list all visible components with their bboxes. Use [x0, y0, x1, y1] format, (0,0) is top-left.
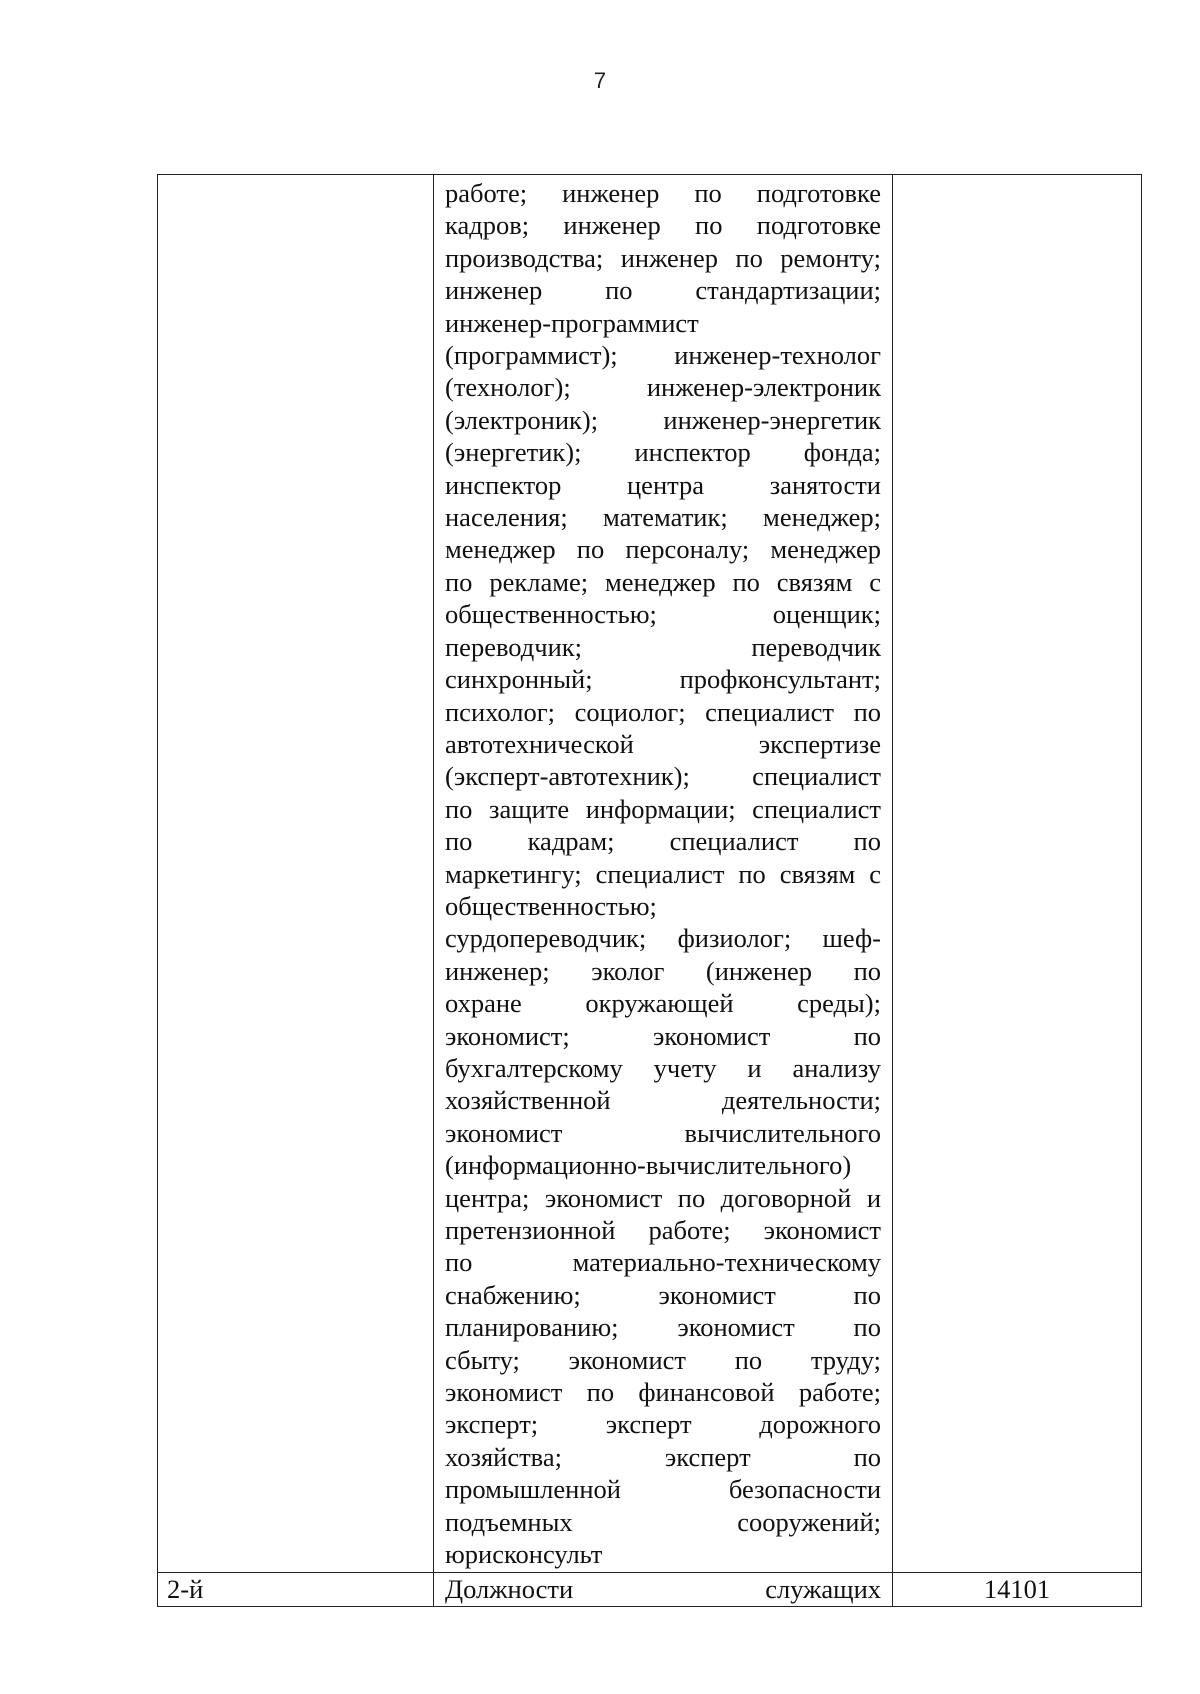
positions-line: сурдопереводчик; физиолог; шеф-: [445, 923, 881, 954]
level-text: 2-й: [167, 1574, 204, 1605]
positions-line: (информационно-вычислительного): [445, 1150, 852, 1181]
positions-line: автотехнической экспертизе: [445, 728, 881, 759]
positions-line: маркетингу; специалист по связям с: [445, 858, 881, 889]
positions-line: инженер-программист: [445, 307, 699, 338]
positions-line: по защите информации; специалист: [445, 793, 881, 824]
level-cell: [158, 1573, 434, 1606]
positions-list-text: [434, 175, 892, 1572]
table-row: [158, 1573, 1142, 1606]
positions-line: планированию; экономист по: [445, 1312, 881, 1343]
positions-line: претензионной работе; экономист: [445, 1215, 881, 1245]
positions-line: (технолог); инженер-электроник: [445, 372, 881, 403]
positions-line: экономист по финансовой работе;: [445, 1377, 881, 1408]
positions-line: снабжению; экономист по: [445, 1279, 881, 1310]
positions-line: промышленной безопасности: [445, 1474, 881, 1505]
code-cell: [893, 1573, 1142, 1606]
positions-line: кадров; инженер по подготовке: [445, 210, 881, 241]
positions-line: хозяйственной деятельности;: [445, 1085, 881, 1116]
level-cell: [158, 175, 434, 1573]
positions-line: (эксперт-автотехник); специалист: [445, 761, 881, 792]
positions-line: юрисконсульт: [445, 1539, 603, 1570]
positions-list-cell: [434, 175, 893, 1573]
positions-line: экономист; экономист по: [445, 1020, 881, 1051]
positions-line: синхронный; профконсультант;: [445, 664, 881, 695]
positions-line: эксперт; эксперт дорожного: [445, 1409, 881, 1440]
positions-line: инженер; эколог (инженер по: [445, 955, 881, 986]
positions-line: охране окружающей среды);: [445, 988, 881, 1019]
positions-line: общественностью; оценщик;: [445, 599, 881, 630]
positions-line: по материально-техническому: [445, 1247, 881, 1278]
positions-line: по кадрам; специалист по: [445, 826, 881, 857]
positions-line: производства; инженер по ремонту;: [445, 242, 881, 273]
positions-line: психолог; социолог; специалист по: [445, 696, 881, 727]
code-text: 14101: [983, 1574, 1051, 1605]
table-row: [158, 175, 1142, 1573]
page-number: 7: [593, 68, 607, 93]
positions-line: (энергетик); инспектор фонда;: [445, 437, 881, 468]
description-cell: [434, 1573, 893, 1606]
positions-line: экономист вычислительного: [445, 1117, 881, 1148]
positions-line: бухгалтерскому учету и анализу: [445, 1052, 881, 1083]
positions-line: (программист); инженер-технолог: [445, 340, 881, 371]
positions-line: инспектор центра занятости: [445, 469, 881, 500]
positions-line: подъемных сооружений;: [445, 1506, 881, 1537]
positions-line: переводчик; переводчик: [445, 631, 881, 662]
positions-line: по рекламе; менеджер по связям с: [445, 566, 881, 597]
positions-line: менеджер по персоналу; менеджер: [445, 534, 881, 565]
positions-line: общественностью;: [445, 890, 657, 921]
positions-line: сбыту; экономист по труду;: [445, 1344, 881, 1375]
positions-line: центра; экономист по договорной и: [445, 1182, 881, 1213]
positions-table: [157, 174, 1142, 1607]
positions-line: хозяйства; эксперт по: [445, 1441, 881, 1472]
description-text: Должности служащих: [445, 1574, 881, 1605]
positions-line: инженер по стандартизации;: [445, 275, 881, 306]
positions-line: населения; математик; менеджер;: [445, 502, 881, 533]
positions-line: работе; инженер по подготовке: [445, 178, 881, 208]
code-cell: [893, 175, 1142, 1573]
positions-line: (электроник); инженер-энергетик: [445, 404, 881, 435]
